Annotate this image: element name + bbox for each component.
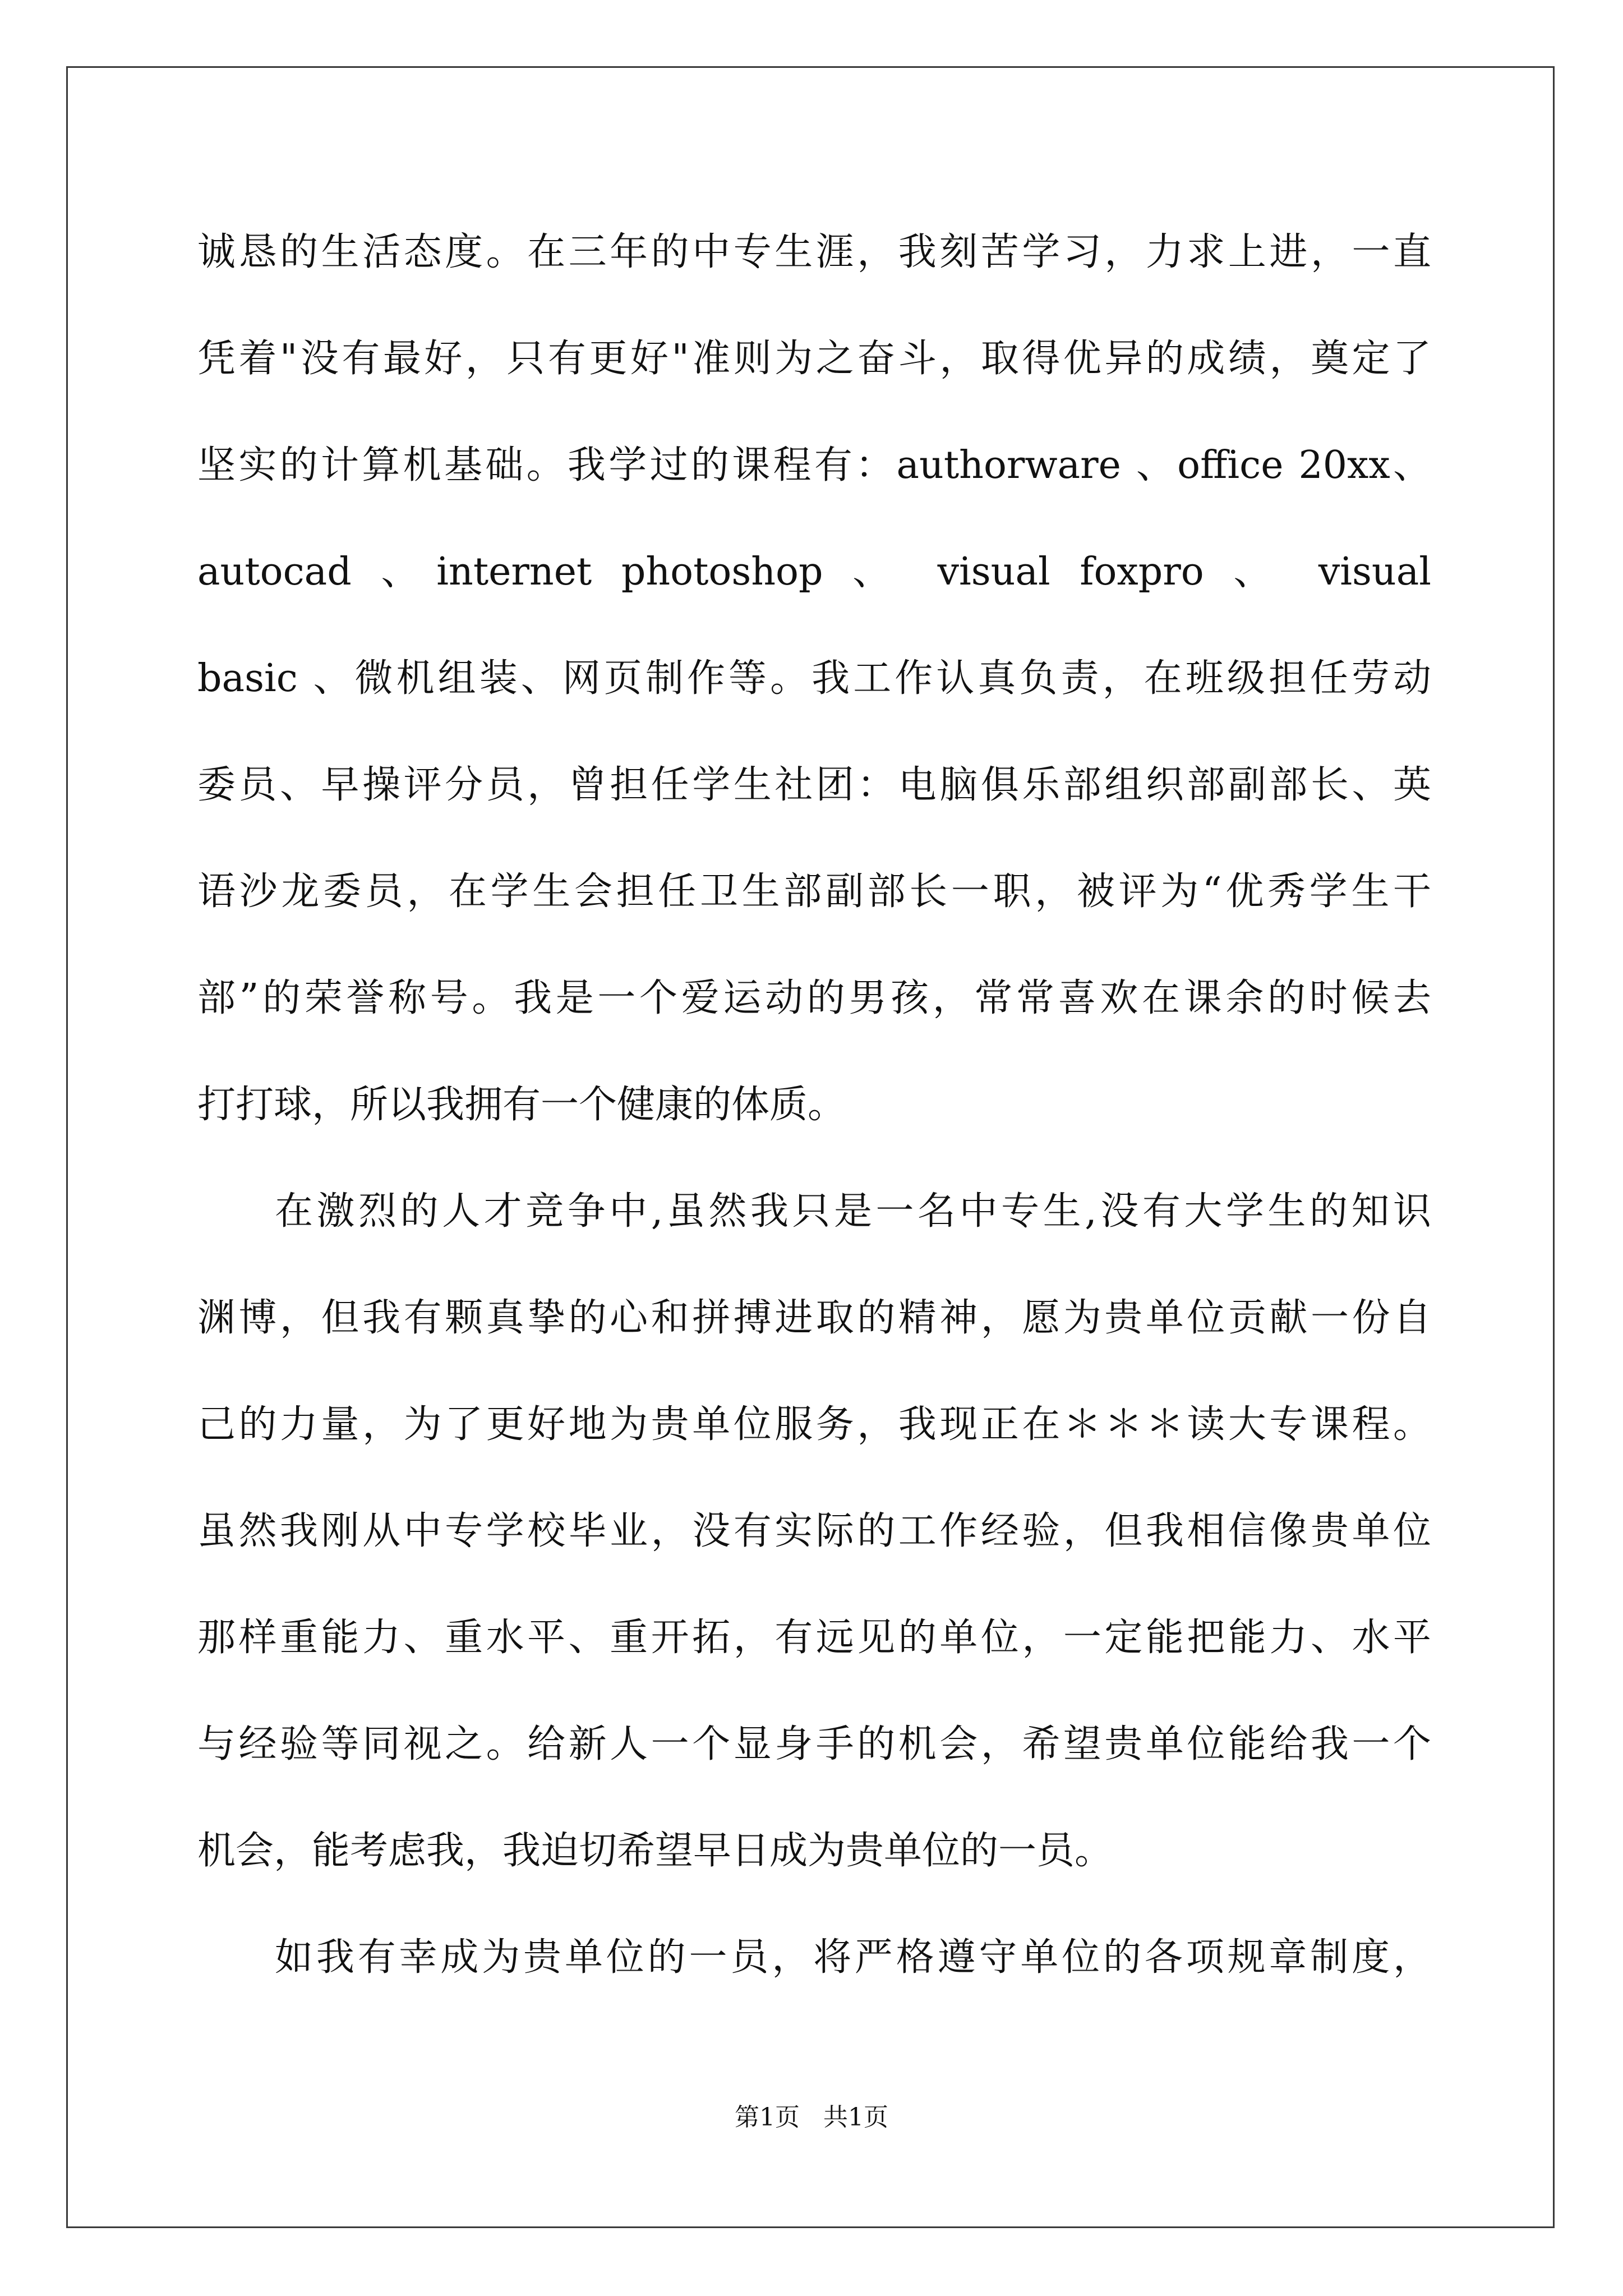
document-body <box>197 199 1431 2011</box>
text-line: 与经验等同视之。给新人一个显身手的机会，希望贵单位能给我一个 <box>197 1722 1431 1766</box>
text-line: 语沙龙委员，在学生会担任卫生部副部长一职，被评为“优秀学生干 <box>197 869 1431 914</box>
text-line: 如我有幸成为贵单位的一员，将严格遵守单位的各项规章制度， <box>275 1935 1431 1980</box>
text-line: basic 、微机组装、网页制作等。我工作认真负责，在班级担任劳动 <box>197 656 1431 701</box>
text-line: 坚实的计算机基础。我学过的课程有：authorware 、office 20xx、 <box>197 443 1431 487</box>
text-line: 凭着"没有最好，只有更好"准则为之奋斗，取得优异的成绩，奠定了 <box>197 337 1431 381</box>
text-line: 机会，能考虑我，我迫切希望早日成为贵单位的一员。 <box>197 1829 1113 1873</box>
text-line: 那样重能力、重水平、重开拓，有远见的单位，一定能把能力、水平 <box>197 1616 1431 1660</box>
text-line: 渊博，但我有颗真挚的心和拼搏进取的精神，愿为贵单位贡献一份自 <box>197 1296 1431 1340</box>
text-line: 在激烈的人才竞争中,虽然我只是一名中专生,没有大学生的知识 <box>275 1189 1431 1234</box>
text-line: 部”的荣誉称号。我是一个爱运动的男孩，常常喜欢在课余的时候去 <box>197 976 1431 1020</box>
text-line: 打打球，所以我拥有一个健康的体质。 <box>197 1083 846 1127</box>
text-line: 委员、早操评分员，曾担任学生社团：电脑俱乐部组织部副部长、英 <box>197 763 1431 807</box>
page-footer: 第1页 共1页 <box>735 2103 888 2132</box>
text-line: 虽然我刚从中专学校毕业，没有实际的工作经验，但我相信像贵单位 <box>197 1509 1431 1553</box>
text-line: autocad 、internet photoshop 、 visual foxpro 、 visual <box>197 550 1431 594</box>
text-line: 诚恳的生活态度。在三年的中专生涯，我刻苦学习，力求上进，一直 <box>197 230 1431 274</box>
text-line: 己的力量，为了更好地为贵单位服务，我现正在＊＊＊读大专课程。 <box>197 1402 1431 1447</box>
